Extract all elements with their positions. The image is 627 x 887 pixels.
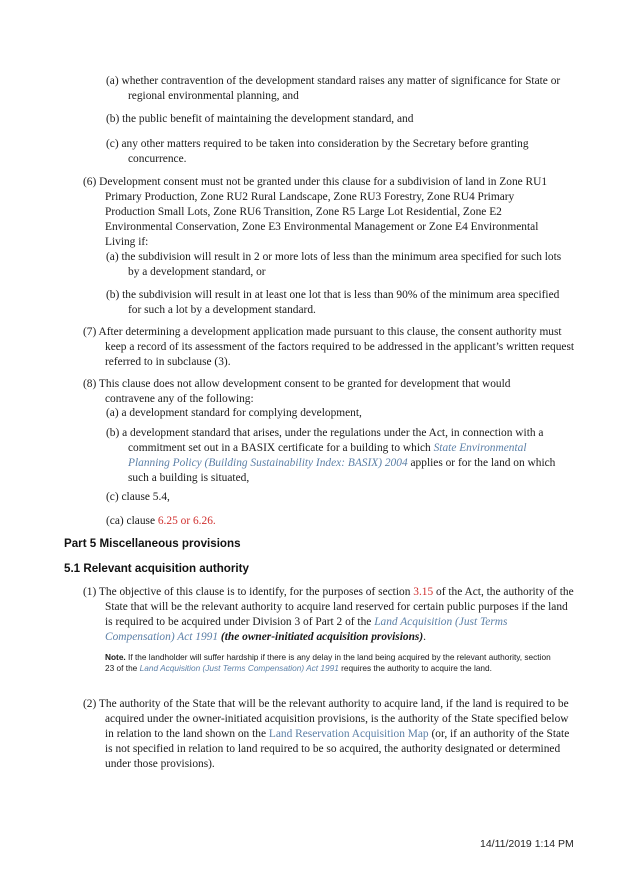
subclause-1-text: (1) The objective of this clause is to identify, for the purposes of section (83, 586, 414, 598)
subclause-7 (83, 325, 575, 370)
sepp-basix-link[interactable]: State Environmental Planning Policy (Building Sustainability Index: BASIX) 2004 (128, 442, 527, 469)
clause-heading: 5.1 Relevant acquisition authority (64, 562, 249, 575)
clause-5-1-subclause-1 (83, 585, 575, 645)
subclause-8-text: (8) This clause does not allow development consent to be granted for development that would contravene any of the following: (83, 378, 511, 405)
paragraph-a (106, 74, 568, 104)
subclause-8 (83, 377, 563, 407)
subclause-8-c (106, 490, 546, 505)
subclause-8-b-text-end: applies or for the land on which such a building is situated, (128, 457, 556, 484)
note (105, 652, 555, 674)
section-3-15-link[interactable]: 3.15 (413, 586, 434, 598)
land-reservation-map-link[interactable]: Land Reservation Acquisition Map (268, 728, 429, 740)
subclause-8-a (106, 406, 546, 421)
subclause-6 (83, 175, 563, 250)
subclause-1-text-mid: of the Act, the authority of the State that will be the relevant authority to acquire land reserved for certain public purposes if the land is required to be acquired under Division 3 of Part 2 of the (105, 586, 574, 628)
subclause-2-text-end: (or, if an authority of the State is not specified in relation to land required to be so acquired, the authority designated or determined under those provisions). (105, 728, 570, 770)
note-text: If the landholder will suffer hardship if there is any delay in the land being acquired by the relevant authority, section 23 of the (105, 652, 551, 673)
subclause-1-end: . (423, 631, 426, 643)
subclause-6-a (106, 250, 568, 280)
note-act-link[interactable]: Land Acquisition (Just Terms Compensation) Act 1991 (139, 663, 339, 673)
subclause-7-text: (7) After determining a development application made pursuant to this clause, the consent authority must keep a record of its assessment of the factors required to be addressed in the applicant’s written request referred to in subclause (3). (83, 326, 575, 368)
subclause-2-text: (2) The authority of the State that will be the relevant authority to acquire land, if the land is required to be acquired under the owner-initiated acquisition provisions, is the authority of the State specified below in relation to the land shown on the (83, 698, 569, 740)
footer-timestamp: 14/11/2019 1:14 PM (480, 838, 574, 850)
clause-6-25-link[interactable]: 6.25 or 6.26. (157, 515, 216, 527)
defined-term: (the owner-initiated acquisition provisions) (220, 631, 424, 643)
note-text-end: requires the authority to acquire the land. (338, 663, 492, 673)
subclause-8-b-text: (b) a development standard that arises, under the regulations under the Act, in connection with a commitment set out in a BASIX certificate for a building to which (106, 427, 544, 454)
paragraph-c (106, 137, 568, 167)
paragraph-a-text: (a) whether contravention of the development standard raises any matter of significance for State or regional environmental planning, and (106, 75, 561, 102)
paragraph-b (106, 112, 556, 127)
subclause-6-b (106, 288, 568, 318)
clause-5-1-subclause-2 (83, 697, 575, 772)
subclause-8-a-text: (a) a development standard for complying development, (106, 407, 362, 419)
paragraph-c-text: (c) any other matters required to be taken into consideration by the Secretary before granting concurrence. (106, 138, 529, 165)
subclause-6-b-text: (b) the subdivision will result in at least one lot that is less than 90% of the minimum area specified for such a lot by a development standard. (106, 289, 560, 316)
subclause-8-b (106, 426, 560, 486)
subclause-8-ca-text: (ca) clause (106, 515, 158, 527)
part-heading: Part 5 Miscellaneous provisions (64, 537, 241, 550)
land-acquisition-act-link[interactable]: Land Acquisition (Just Terms Compensation) Act 1991 (105, 616, 508, 643)
note-label: Note. (105, 652, 126, 662)
subclause-6-a-text: (a) the subdivision will result in 2 or more lots of less than the minimum area specified for such lots by a development standard, or (106, 251, 562, 278)
subclause-6-text: (6) Development consent must not be granted under this clause for a subdivision of land in Zone RU1 Primary Production, Zone RU2 Rural Landscape, Zone RU3 Forestry, Zone RU4 Primary Production Small Lots, Zone RU6 Transition, Zone R5 Large Lot Residential, Zone E2 Environmental Conservation, Zone E3 Environmental Management or Zone E4 Environmental Living if: (83, 176, 548, 248)
subclause-8-ca (106, 514, 546, 529)
subclause-8-c-text: (c) clause 5.4, (106, 491, 170, 503)
paragraph-b-text: (b) the public benefit of maintaining the development standard, and (106, 113, 414, 125)
